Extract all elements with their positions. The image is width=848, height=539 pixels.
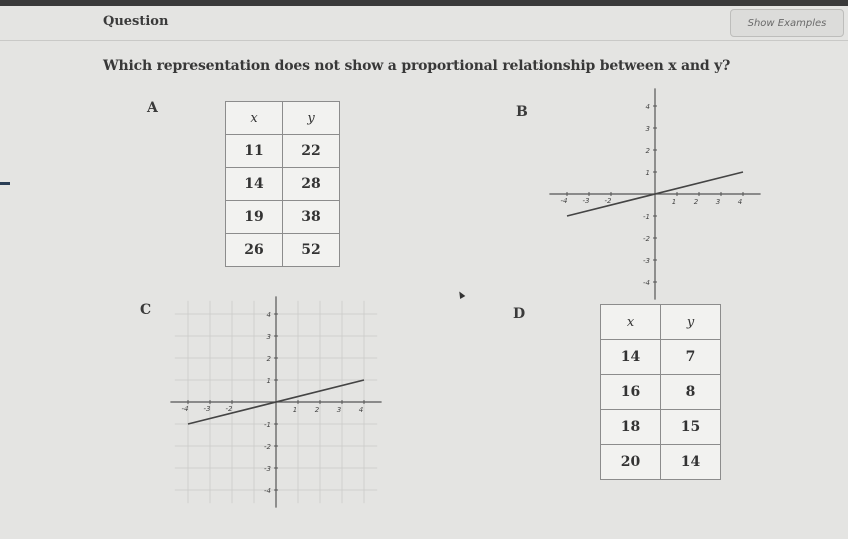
table-cell: 7	[661, 340, 721, 375]
y-tick-label: -2	[264, 443, 271, 451]
table-cell: 26	[226, 234, 283, 267]
table-row	[601, 340, 721, 375]
option-d-table[interactable]	[600, 304, 721, 480]
x-tick-label: 3	[336, 406, 342, 414]
x-tick-label: 1	[292, 406, 298, 414]
table-header-x: x	[601, 305, 661, 340]
table-cell: 14	[226, 168, 283, 201]
table-cell: 38	[283, 201, 340, 234]
table-header-y: y	[661, 305, 721, 340]
show-examples-button[interactable]: Show Examples	[730, 9, 844, 37]
x-tick-label: 2	[693, 198, 699, 206]
table-cell: 11	[226, 135, 283, 168]
y-tick-label: 2	[266, 355, 271, 363]
table-row	[226, 234, 340, 267]
y-tick-label: -2	[643, 235, 650, 243]
x-tick-label: 4	[358, 406, 364, 414]
y-tick-label: -3	[643, 257, 650, 265]
x-tick-label: 4	[737, 198, 743, 206]
y-tick-label: -4	[643, 279, 650, 287]
table-cell: 14	[601, 340, 661, 375]
table-cell: 28	[283, 168, 340, 201]
question-label: Question	[103, 14, 169, 29]
x-tick-label: 2	[314, 406, 320, 414]
top-bar	[0, 0, 848, 6]
header-divider	[0, 40, 848, 41]
x-tick-label: 1	[671, 198, 677, 206]
x-tick-label: 3	[715, 198, 721, 206]
y-tick-label: 1	[266, 377, 271, 385]
x-tick-label: -4	[560, 197, 568, 205]
table-row	[226, 168, 340, 201]
table-row	[601, 410, 721, 445]
y-tick-label: -3	[264, 465, 271, 473]
y-tick-label: 3	[645, 125, 650, 133]
table-row	[601, 445, 721, 480]
option-a-label[interactable]: A	[147, 100, 158, 116]
table-row	[601, 375, 721, 410]
option-c-graph[interactable]	[176, 300, 376, 500]
option-b-graph[interactable]	[560, 103, 770, 287]
table-cell: 19	[226, 201, 283, 234]
table-cell: 20	[601, 445, 661, 480]
x-tick-label: -3	[203, 405, 211, 413]
table-cell: 22	[283, 135, 340, 168]
table-cell: 16	[601, 375, 661, 410]
table-header-x: x	[226, 102, 283, 135]
x-tick-label: -2	[225, 405, 233, 413]
y-tick-label: -1	[264, 421, 271, 429]
x-tick-label: -2	[604, 197, 612, 205]
table-header-y: y	[283, 102, 340, 135]
table-cell: 15	[661, 410, 721, 445]
y-tick-label: -4	[264, 487, 271, 495]
y-tick-label: 4	[266, 311, 271, 319]
table-cell: 18	[601, 410, 661, 445]
table-row	[226, 135, 340, 168]
y-tick-label: -1	[643, 213, 650, 221]
table-cell: 8	[661, 375, 721, 410]
question-prompt: Which representation does not show a proportional relationship between x and y?	[103, 58, 731, 74]
x-tick-label: -4	[181, 405, 189, 413]
x-tick-label: -3	[582, 197, 590, 205]
table-cell: 52	[283, 234, 340, 267]
table-cell: 14	[661, 445, 721, 480]
y-tick-label: 2	[645, 147, 650, 155]
table-row	[226, 201, 340, 234]
option-b-label[interactable]: B	[516, 104, 528, 120]
option-c-label[interactable]: C	[140, 302, 152, 318]
y-tick-label: 1	[645, 169, 650, 177]
mouse-cursor	[457, 290, 466, 299]
y-tick-label: 3	[266, 333, 271, 341]
option-d-label[interactable]: D	[513, 306, 526, 322]
y-tick-label: 4	[645, 103, 650, 111]
side-marker	[0, 182, 10, 185]
option-a-table[interactable]	[225, 101, 340, 267]
